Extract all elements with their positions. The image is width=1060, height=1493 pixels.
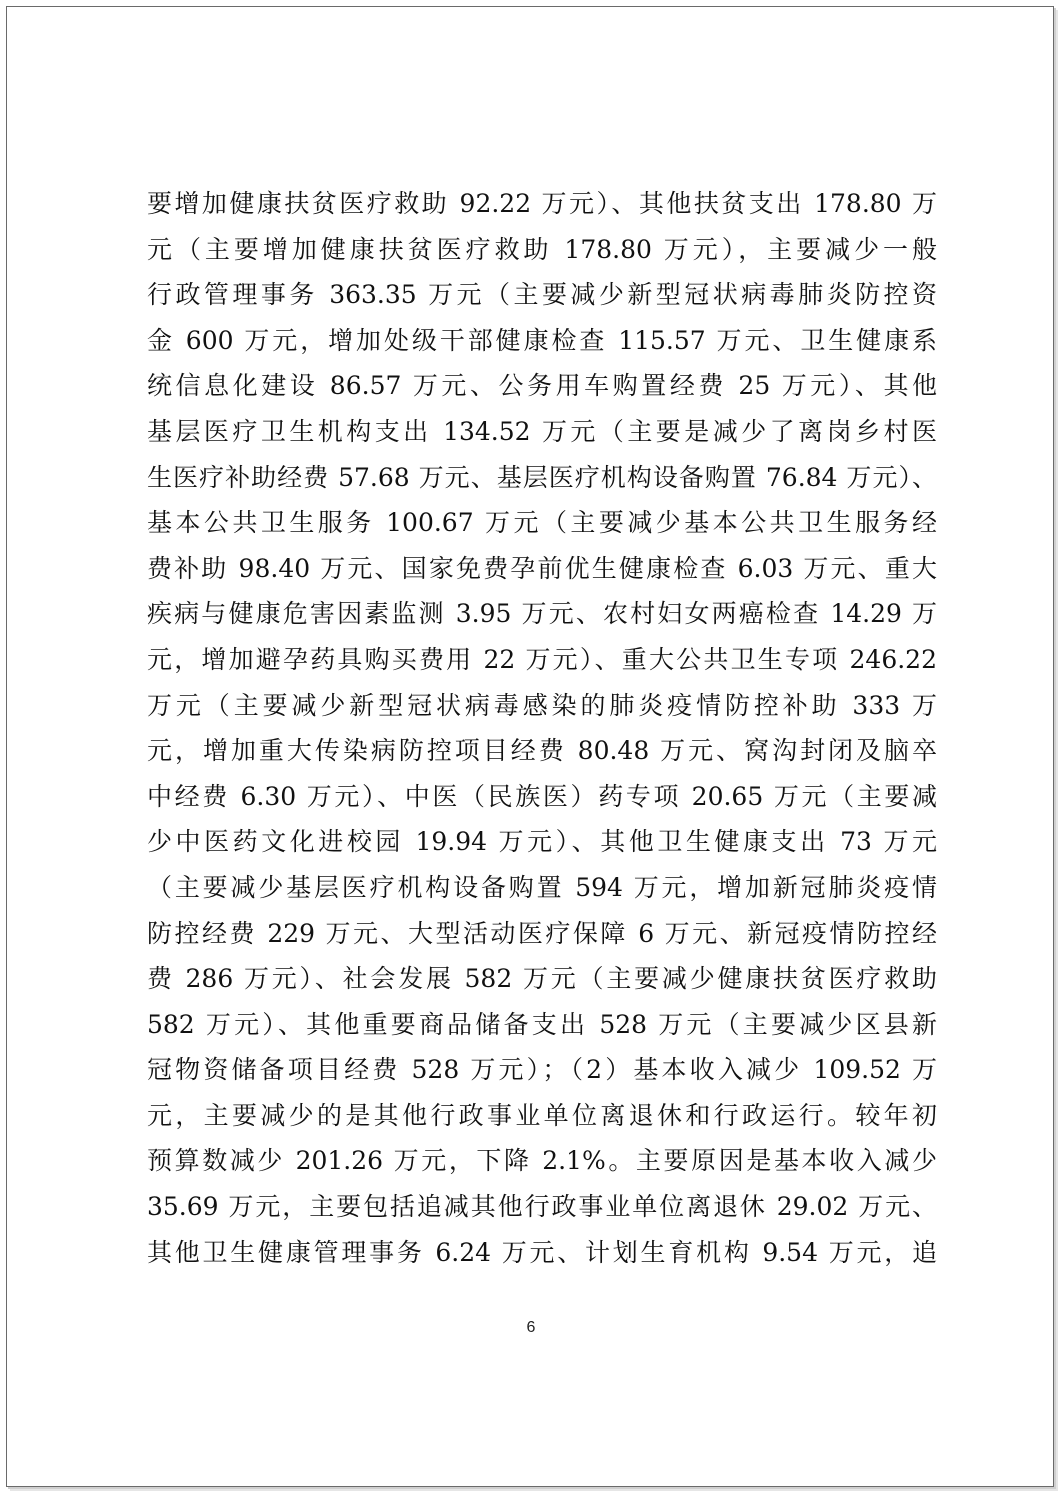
text-line: 费补助 98.40 万元、国家免费孕前优生健康检查 6.03 万元、重大 [147, 553, 937, 583]
text-line: 基本公共卫生服务 100.67 万元（主要减少基本公共卫生服务经 [147, 508, 937, 538]
text-line: 元（主要增加健康扶贫医疗救助 178.80 万元），主要减少一般 [147, 234, 937, 264]
text-line: 生医疗补助经费 57.68 万元、基层医疗机构设备购置 76.84 万元）、 [147, 462, 937, 492]
text-line: 万元（主要减少新型冠状病毒感染的肺炎疫情防控补助 333 万 [147, 690, 937, 720]
text-line: 少中医药文化进校园 19.94 万元）、其他卫生健康支出 73 万元 [147, 827, 937, 857]
text-line: 元，增加重大传染病防控项目经费 80.48 万元、窝沟封闭及脑卒 [147, 736, 937, 766]
text-line: 费 286 万元）、社会发展 582 万元（主要减少健康扶贫医疗救助 [147, 964, 937, 994]
text-line: 其他卫生健康管理事务 6.24 万元、计划生育机构 9.54 万元，追 [147, 1237, 937, 1267]
body-text [147, 181, 937, 1275]
text-line: 35.69 万元，主要包括追减其他行政事业单位离退休 29.02 万元、 [147, 1192, 937, 1222]
text-line: 基层医疗卫生机构支出 134.52 万元（主要是减少了离岗乡村医 [147, 416, 937, 446]
text-line: 元，增加避孕药具购买费用 22 万元）、重大公共卫生专项 246.22 [147, 644, 937, 674]
text-line: 582 万元）、其他重要商品储备支出 528 万元（主要减少区县新 [147, 1009, 937, 1039]
text-line: 疾病与健康危害因素监测 3.95 万元、农村妇女两癌检查 14.29 万 [147, 599, 937, 629]
document-page [6, 6, 1054, 1487]
text-line: 金 600 万元，增加处级干部健康检查 115.57 万元、卫生健康系 [147, 325, 937, 355]
text-line: 冠物资储备项目经费 528 万元）；（2）基本收入减少 109.52 万 [147, 1055, 937, 1085]
text-line: 统信息化建设 86.57 万元、公务用车购置经费 25 万元）、其他 [147, 371, 937, 401]
text-line: 中经费 6.30 万元）、中医（民族医）药专项 20.65 万元（主要减 [147, 781, 937, 811]
text-line: 防控经费 229 万元、大型活动医疗保障 6 万元、新冠疫情防控经 [147, 918, 937, 948]
text-line: 要增加健康扶贫医疗救助 92.22 万元）、其他扶贫支出 178.80 万 [147, 189, 937, 218]
text-line: 行政管理事务 363.35 万元（主要减少新型冠状病毒肺炎防控资 [147, 280, 937, 310]
text-line: （主要减少基层医疗机构设备购置 594 万元，增加新冠肺炎疫情 [147, 872, 937, 902]
page-number: 6 [526, 1319, 536, 1336]
text-line: 元，主要减少的是其他行政事业单位离退休和行政运行。较年初 [147, 1100, 937, 1130]
text-line: 预算数减少 201.26 万元，下降 2.1%。主要原因是基本收入减少 [147, 1146, 937, 1176]
